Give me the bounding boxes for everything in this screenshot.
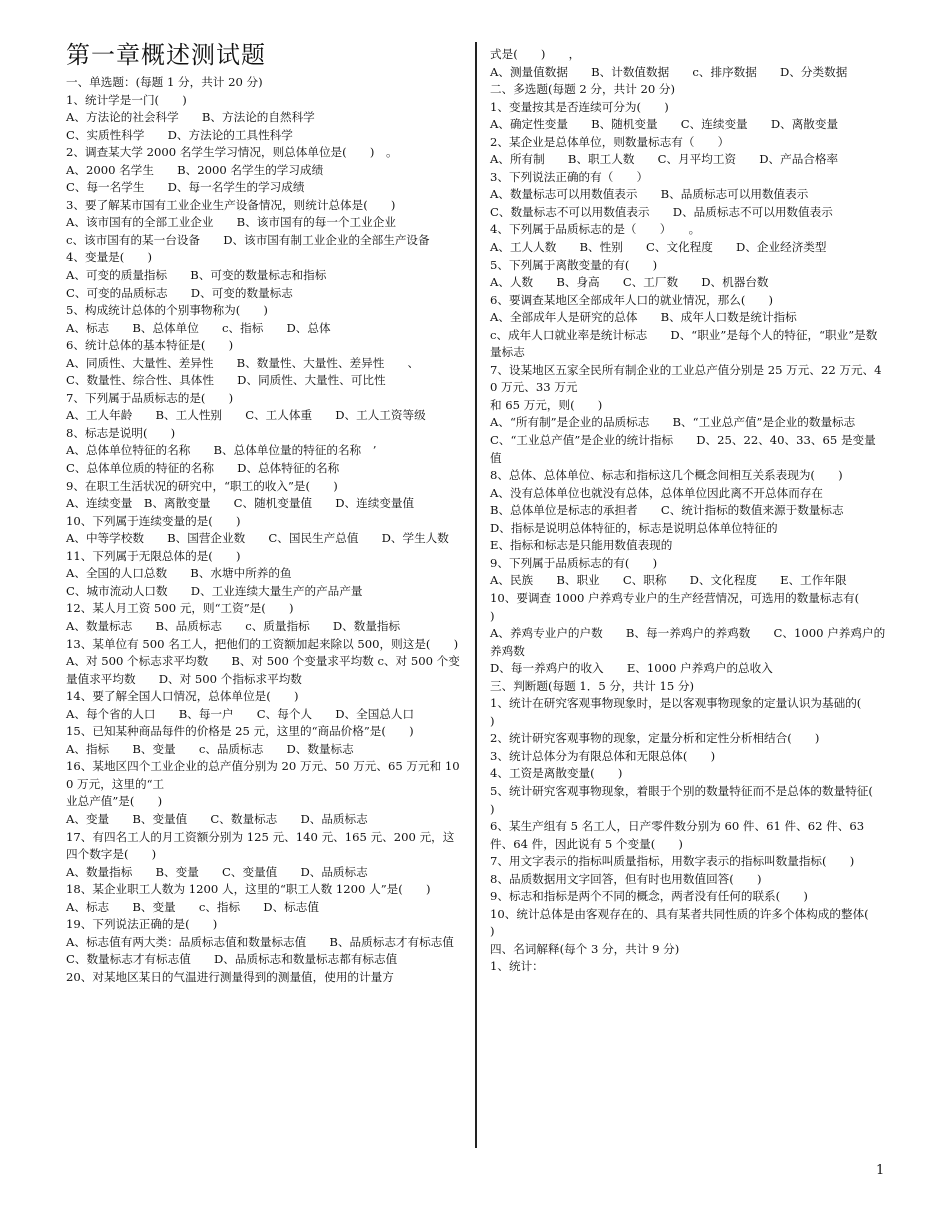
text-line: 式是( ) ， xyxy=(490,47,581,61)
text-line: A、没有总体单位也就没有总体，总体单位因此离不开总体而存在 xyxy=(490,485,823,500)
text-line: 2、调查某大学 2000 名学生学习情况，则总体单位是( ) 。 xyxy=(66,145,398,160)
text-line: 8、标志是说明( ) xyxy=(66,425,176,440)
right-column-text xyxy=(490,46,897,976)
text-line: 5、统计研究客观事物现象，着眼于个别的数量特征而不是总体的数量特征( ) xyxy=(490,783,897,816)
text-line: 5、下列属于离散变量的有( ) xyxy=(490,257,658,272)
text-line: 5、构成统计总体的个别事物称为( ) xyxy=(66,303,268,318)
text-line: A、2000 名学生 B、2000 名学生的学习成绩 xyxy=(66,162,324,177)
text-line: 6、要调查某地区全部成年人口的就业情况，那么( ) xyxy=(490,292,774,307)
text-line: 4、变量是( ) xyxy=(66,250,152,265)
text-line: 10、下列属于连续变量的是( ) xyxy=(66,513,241,528)
text-line: A、确定性变量 B、随机变量 C、连续变量 D、离散变量 xyxy=(490,117,839,132)
text-line: 6、统计总体的基本特征是( ) xyxy=(66,338,234,353)
text-line: A、全国的人口总数 B、水塘中所养的鱼 xyxy=(66,566,292,581)
text-line: 1、统计： xyxy=(490,959,544,974)
text-line: D、指标是说明总体特征的，标志是说明总体单位特征的 xyxy=(490,520,778,535)
text-line: c、该市国有的某一台设备 D、该市国有制工业企业的全部生产设备 xyxy=(66,232,430,247)
text-line: A、数量指标 B、变量 C、变量值 D、品质标志 xyxy=(66,864,368,879)
text-line: 7、设某地区五家全民所有制企业的工业总产值分别是 25 万元、22 万元、40 万元、33 万元 xyxy=(490,362,882,395)
text-line: 2、统计研究客观事物的现象，定量分析和定性分析相结合( ) xyxy=(490,731,820,746)
text-line: A、同质性、大量性、差异性 B、数量性、大量性、差异性 、 xyxy=(66,355,420,370)
text-line: A、人数 B、身高 C、工厂数 D、机器台数 xyxy=(490,275,769,290)
text-line: C、总体单位质的特征的名称 D、总体特征的名称 xyxy=(66,461,340,476)
text-line: 9、下列属于品质标志的有( ) xyxy=(490,555,658,570)
text-line: A、养鸡专业户的户数 B、每一养鸡户的养鸡数 C、1000 户养鸡户的养鸡数 xyxy=(490,626,886,658)
text-line: 3、统计总体分为有限总体和无限总体( ) xyxy=(490,748,716,763)
text-line: 8、总体、总体单位、标志和指标这几个概念间相互关系表现为( ) xyxy=(490,468,843,483)
text-line: 1、变量按其是否连续可分为( ) xyxy=(490,99,669,114)
text-line: 20、对某地区某日的气温进行测量得到的测量值，使用的计量方 xyxy=(66,969,394,984)
text-line: A、该市国有的全部工业企业 B、该市国有的每一个工业企业 xyxy=(66,215,396,230)
page-number: 1 xyxy=(876,1163,885,1178)
text-line: C、数量标志不可以用数值表示 D、品质标志不可以用数值表示 xyxy=(490,204,833,219)
text-line: A、对 500 个标志求平均数 B、对 500 个变量求平均数 c、对 500 个变量值求平均数 D、对 500 个指标求平均数 xyxy=(66,654,460,686)
text-line: A、变量 B、变量值 C、数量标志 D、品质标志 xyxy=(66,811,368,826)
text-line: 二、多选题(每题 2 分，共计 20 分) xyxy=(490,82,676,97)
text-line: 13、某单位有 500 名工人，把他们的工资额加起来除以 500，则这是( ) xyxy=(66,636,459,651)
text-line: 3、下列说法正确的有（ ） xyxy=(490,169,649,184)
text-line: 业总产值”是( ) xyxy=(66,794,163,809)
text-line: A、民族 B、职业 C、职称 D、文化程度 E、工作年限 xyxy=(490,573,847,588)
text-line: 12、某人月工资 500 元，则“工资”是( ) xyxy=(66,601,294,616)
text-line: A、工人年龄 B、工人性别 C、工人体重 D、工人工资等级 xyxy=(66,408,426,423)
text-line: C、可变的品质标志 D、可变的数量标志 xyxy=(66,285,293,300)
text-line: 14、要了解全国人口情况，总体单位是( ) xyxy=(66,689,299,704)
text-line: 4、工资是离散变量( ) xyxy=(490,766,623,781)
text-line: A、标志 B、变量 c、指标 D、标志值 xyxy=(66,899,319,914)
text-line: A、“所有制”是企业的品质标志 B、“工业总产值”是企业的数量标志 xyxy=(490,415,856,430)
text-line: A、每个省的人口 B、每一户 C、每个人 D、全国总人口 xyxy=(66,706,415,721)
text-line: 15、已知某种商品每件的价格是 25 元，这里的“商品价格”是( ) xyxy=(66,724,414,739)
text-line: A、测量值数据 B、计数值数据 c、排序数据 D、分类数据 xyxy=(490,64,848,79)
text-line: 19、下列说法正确的是( ) xyxy=(66,917,218,932)
text-line: A、全部成年人是研究的总体 B、成年人口数是统计指标 xyxy=(490,310,797,325)
text-line: A、数量标志 B、品质标志 c、质量指标 D、数量指标 xyxy=(66,618,401,633)
text-line: A、标志 B、总体单位 c、指标 D、总体 xyxy=(66,320,331,335)
text-line: C、数量标志才有标志值 D、品质标志和数量标志都有标志值 xyxy=(66,952,398,967)
text-line: A、指标 B、变量 c、品质标志 D、数量标志 xyxy=(66,741,354,756)
text-line: A、所有制 B、职工人数 C、月平均工资 D、产品合格率 xyxy=(490,152,839,167)
text-line: c、成年人口就业率是统计标志 D、“职业”是每个人的特征，“职业”是数量标志 xyxy=(490,327,878,360)
text-line: 9、在职工生活状况的研究中，“职工的收入”是( ) xyxy=(66,478,338,493)
text-line: C、每一名学生 D、每一名学生的学习成绩 xyxy=(66,180,305,195)
text-line: A、方法论的社会科学 B、方法论的自然科学 xyxy=(66,110,315,125)
text-line: 3、要了解某市国有工业企业生产设备情况，则统计总体是( ) xyxy=(66,197,396,212)
text-line: 18、某企业职工人数为 1200 人，这里的“职工人数 1200 人”是( ) xyxy=(66,882,431,897)
text-line: A、连续变量 B、离散变量 C、随机变量值 D、连续变量值 xyxy=(66,496,415,511)
text-line: E、指标和标志是只能用数值表现的 xyxy=(490,538,673,553)
right-column xyxy=(490,46,897,976)
text-line: 四、名词解释(每个 3 分，共计 9 分) xyxy=(490,941,680,956)
text-line: C、数量性、综合性、具体性 D、同质性、大量性、可比性 xyxy=(66,373,386,388)
text-line: 9、标志和指标是两个不同的概念，两者没有任何的联系( ) xyxy=(490,889,808,904)
text-line: 一、单选题：(每题 1 分，共计 20 分) xyxy=(66,75,263,89)
text-line: D、每一养鸡户的收入 E、1000 户养鸡户的总收入 xyxy=(490,661,773,676)
text-line: A、中等学校数 B、国营企业数 C、国民生产总值 D、学生人数 xyxy=(66,531,449,546)
text-line: A、标志值有两大类：品质标志值和数量标志值 B、品质标志才有标志值 xyxy=(66,934,454,949)
text-line: 6、某生产组有 5 名工人，日产零件数分别为 60 件、61 件、62 件、63 件、64 件，因此说有 5 个变量( ) xyxy=(490,819,868,851)
text-line: 三、判断题(每题 1．5 分，共计 15 分) xyxy=(490,678,695,693)
text-line: 1、统计学是一门( ) xyxy=(66,92,187,107)
left-column xyxy=(66,38,461,986)
left-column-text xyxy=(66,74,461,986)
text-line: 1、统计在研究客观事物现象时，是以客观事物现象的定量认识为基础的( ) xyxy=(490,696,885,728)
text-line: C、城市流动人口数 D、工业连续大量生产的产品产量 xyxy=(66,583,363,598)
text-line: 17、有四名工人的月工资额分别为 125 元、140 元、165 元、200 元，这四个数字是( ) xyxy=(66,829,455,862)
text-line: 和 65 万元，则( ) xyxy=(490,397,603,412)
text-line: A、数量标志可以用数值表示 B、品质标志可以用数值表示 xyxy=(490,187,809,202)
text-line: A、可变的质量指标 B、可变的数量标志和指标 xyxy=(66,268,327,283)
text-line: 7、下列属于品质标志的是( ) xyxy=(66,390,234,405)
text-line: 10、统计总体是由客观存在的、具有某者共同性质的许多个体构成的整体( ) xyxy=(490,906,892,939)
column-divider xyxy=(475,42,477,1148)
text-line: A、总体单位特征的名称 B、总体单位量的特征的名称 ’ xyxy=(66,443,377,458)
text-line: 2、某企业是总体单位，则数量标志有（ ） xyxy=(490,134,730,149)
page-title: 第一章概述测试题 xyxy=(66,41,266,69)
text-line: 11、下列属于无限总体的是( ) xyxy=(66,548,241,563)
text-line: C、“工业总产值”是企业的统计指标 D、25、22、40、33、65 是变量值 xyxy=(490,433,876,465)
text-line: 4、下列属于品质标志的是（ ） 。 xyxy=(490,222,701,237)
text-line: 8、品质数据用文字回答，但有时也用数值回答( ) xyxy=(490,871,762,886)
text-line: 10、要调查 1000 户养鸡专业户的生产经营情况，可选用的数量标志有( ) xyxy=(490,590,883,623)
text-line: 16、某地区四个工业企业的总产值分别为 20 万元、50 万元、65 万元和 100 万元，这里的“工 xyxy=(66,759,460,791)
text-line: C、实质性科学 D、方法论的工具性科学 xyxy=(66,127,293,142)
text-line: 7、用文字表示的指标叫质量指标，用数字表示的指标叫数量指标( ) xyxy=(490,854,855,869)
text-line: B、总体单位是标志的承担者 C、统计指标的数值来源于数量标志 xyxy=(490,503,844,518)
text-line: A、工人人数 B、性别 C、文化程度 D、企业经济类型 xyxy=(490,240,827,255)
